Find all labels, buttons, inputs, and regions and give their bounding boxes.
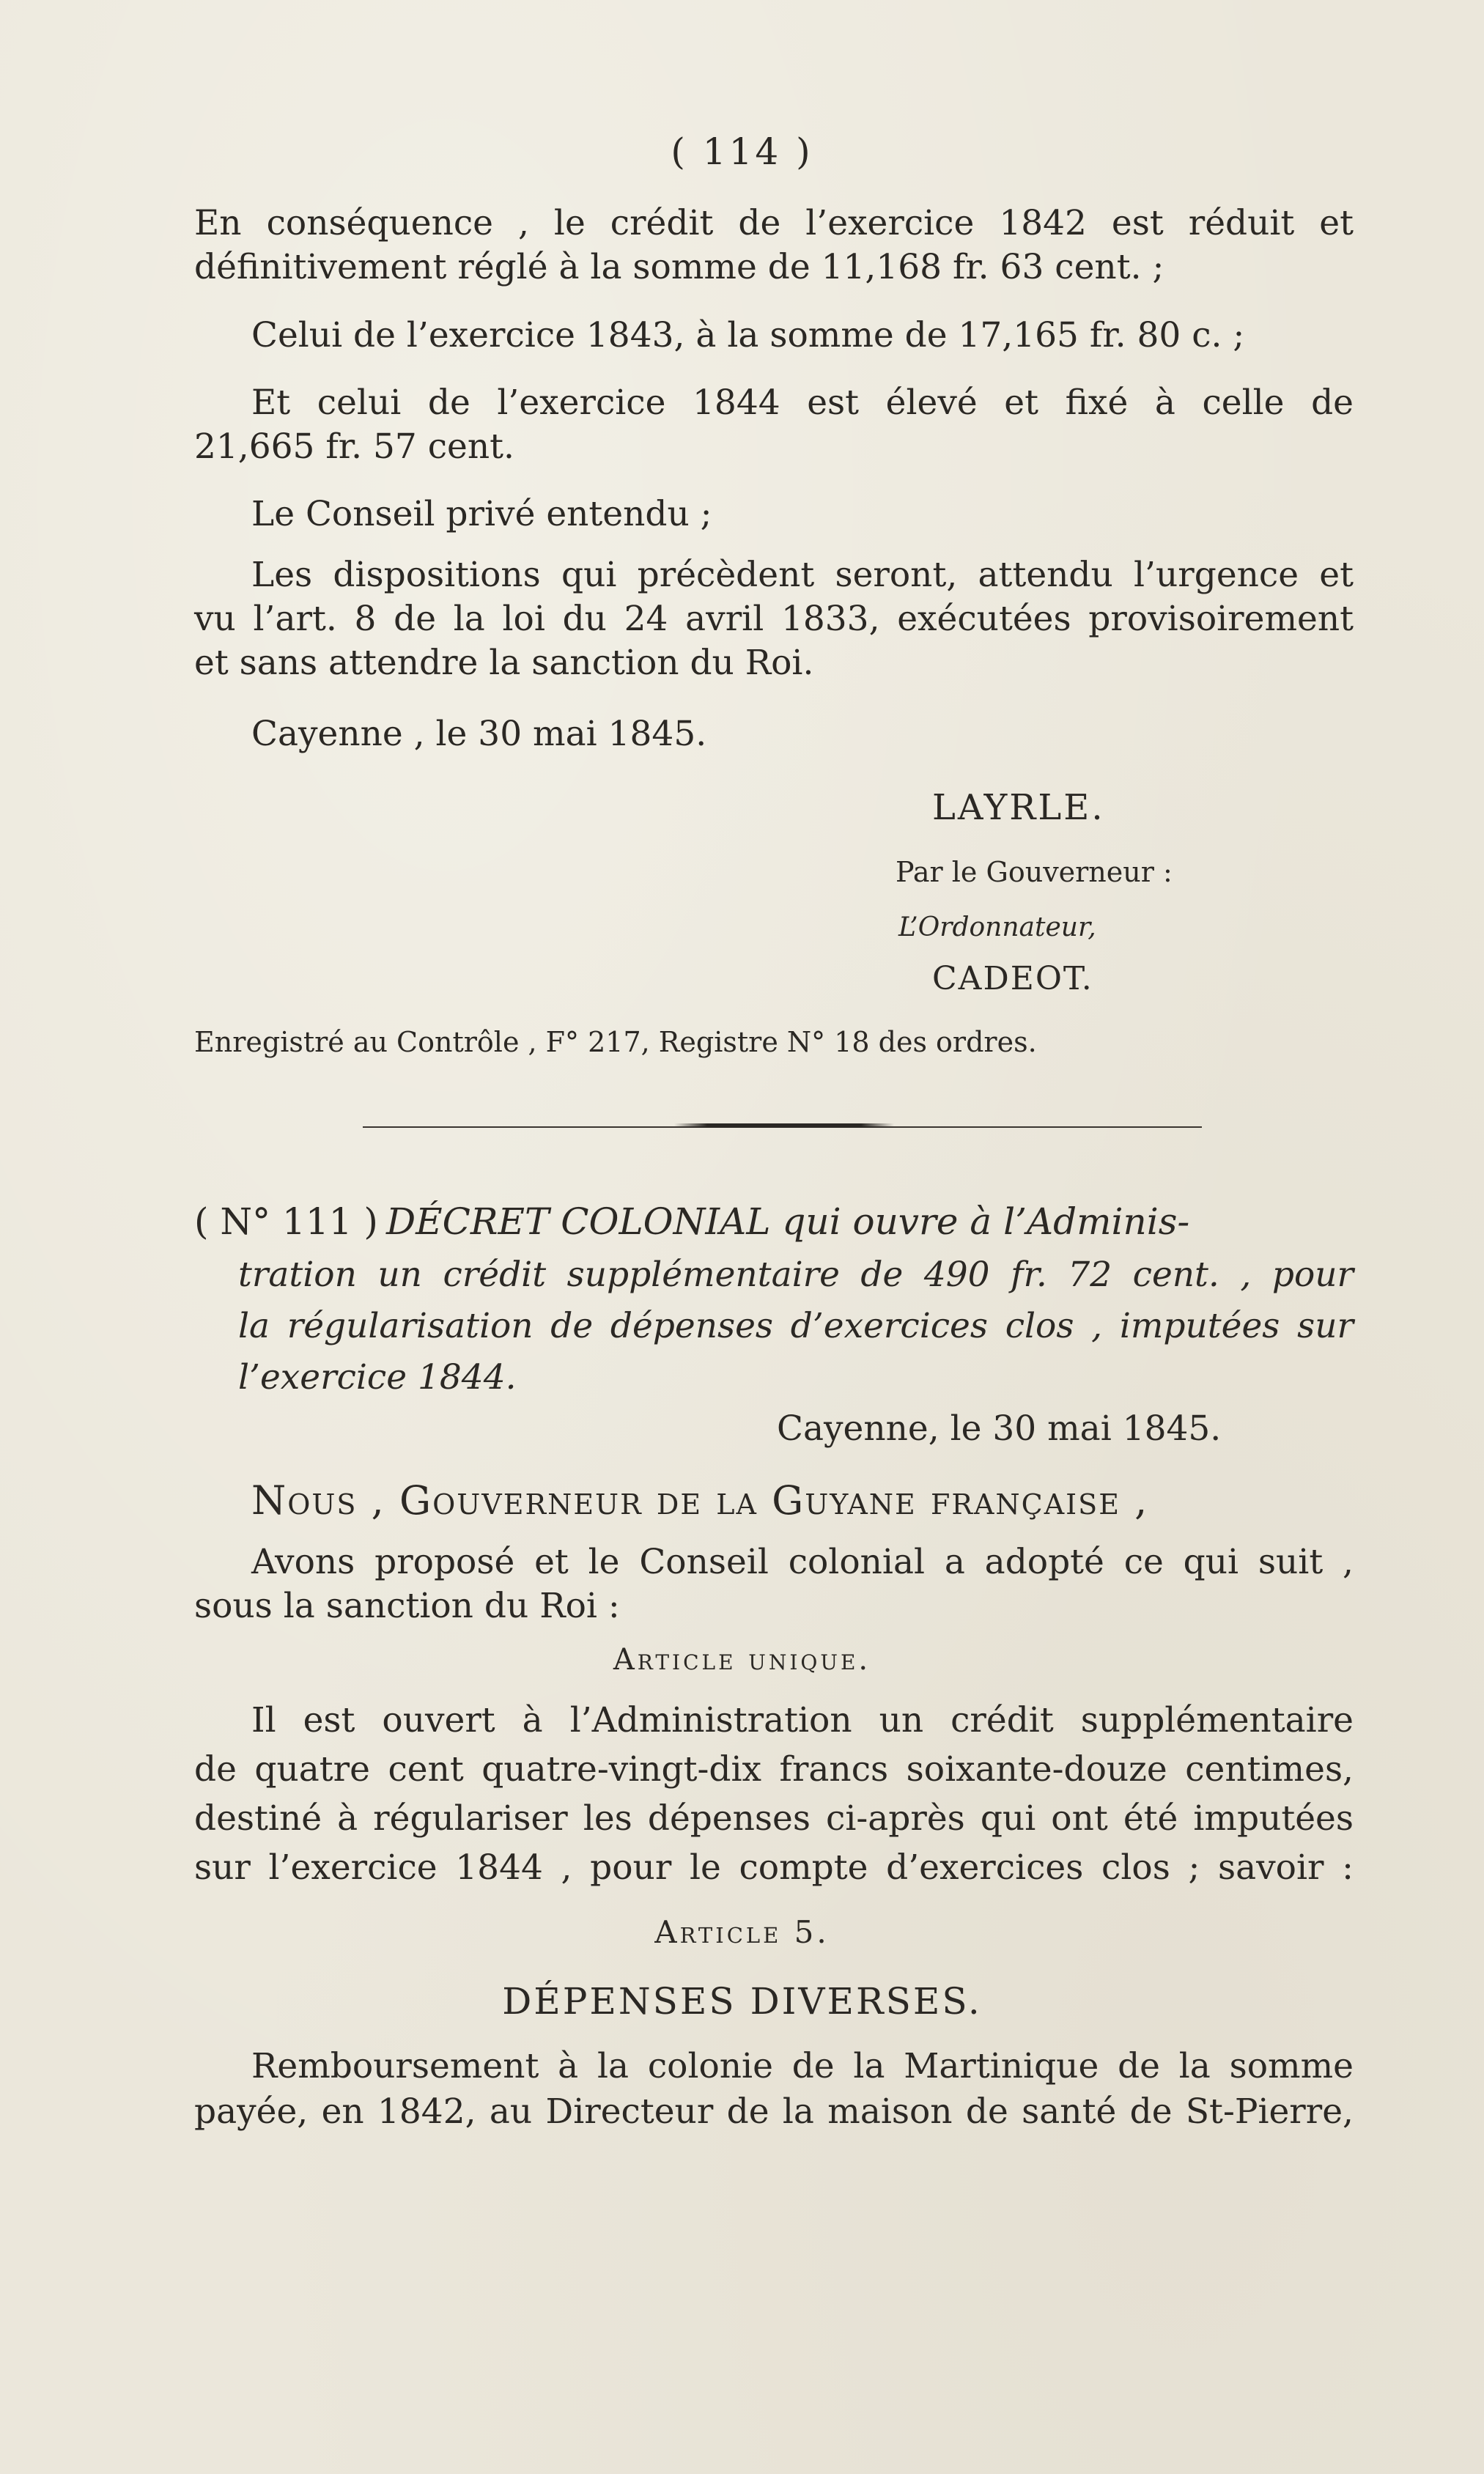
section-heading: DÉPENSES DIVERSES. xyxy=(502,1980,982,2023)
paragraph-line: sous la sanction du Roi : xyxy=(194,1586,620,1626)
paragraph-line: 21,665 fr. 57 cent. xyxy=(194,427,514,467)
paragraph-line: Celui de l’exercice 1843, à la somme de 17,165 fr. 80 c. ; xyxy=(251,315,1245,355)
paragraph-line: destiné à régulariser les dépenses ci-après qui ont été imputées xyxy=(194,1798,1354,1839)
paragraph-line: et sans attendre la sanction du Roi. xyxy=(194,643,814,683)
paragraph-line: vu l’art. 8 de la loi du 24 avril 1833, exécutées provisoirement xyxy=(194,599,1354,639)
preamble: Nous , Gouverneur de la Guyane française , xyxy=(251,1477,1149,1524)
place-date: Cayenne , le 30 mai 1845. xyxy=(251,714,707,754)
decree-heading-line: DÉCRET COLONIAL qui ouvre à l’Adminis- xyxy=(386,1200,1190,1243)
paragraph-line: Le Conseil privé entendu ; xyxy=(251,494,712,534)
signature-governor: LAYRLE. xyxy=(932,787,1105,828)
paragraph-line: de quatre cent quatre-vingt-dix francs soixante-douze centimes, xyxy=(194,1749,1354,1790)
paragraph-line: Avons proposé et le Conseil colonial a adopté ce qui suit , xyxy=(251,1542,1354,1582)
page-number: ( 114 ) xyxy=(671,130,813,173)
decree-heading-line: la régularisation de dépenses d’exercices clos , imputées sur xyxy=(238,1306,1354,1346)
article-heading: Article 5. xyxy=(654,1914,830,1950)
paragraph-line: Il est ouvert à l’Administration un crédit supplémentaire xyxy=(251,1700,1354,1740)
ordonnateur-title: L’Ordonnateur, xyxy=(898,912,1096,942)
signature-ordonnateur: CADEOT. xyxy=(932,960,1093,997)
section-divider-ornament xyxy=(674,1123,894,1128)
paragraph-line: payée, en 1842, au Directeur de la maison de santé de St-Pierre, xyxy=(194,2091,1354,2132)
countersign-label: Par le Gouverneur : xyxy=(896,856,1173,888)
article-heading: Article unique. xyxy=(613,1643,871,1677)
paragraph-line: Remboursement à la colonie de la Martinique de la somme xyxy=(251,2046,1354,2086)
decree-number: ( N° 111 ) xyxy=(194,1200,378,1243)
decree-heading-line: tration un crédit supplémentaire de 490 fr. 72 cent. , pour xyxy=(238,1255,1354,1295)
paragraph-line: sur l’exercice 1844 , pour le compte d’exercices clos ; savoir : xyxy=(194,1847,1354,1888)
decree-heading-line: l’exercice 1844. xyxy=(238,1357,517,1397)
paragraph-line: définitivement réglé à la somme de 11,168 fr. 63 cent. ; xyxy=(194,247,1164,287)
paragraph-line: Et celui de l’exercice 1844 est élevé et fixé à celle de xyxy=(251,383,1354,423)
paragraph-line: En conséquence , le crédit de l’exercice 1842 est réduit et xyxy=(194,203,1354,243)
registration-note: Enregistré au Contrôle , F° 217, Registre N° 18 des ordres. xyxy=(194,1026,1037,1058)
paragraph-line: Les dispositions qui précèdent seront, attendu l’urgence et xyxy=(251,555,1354,595)
decree-place-date: Cayenne, le 30 mai 1845. xyxy=(777,1408,1222,1449)
